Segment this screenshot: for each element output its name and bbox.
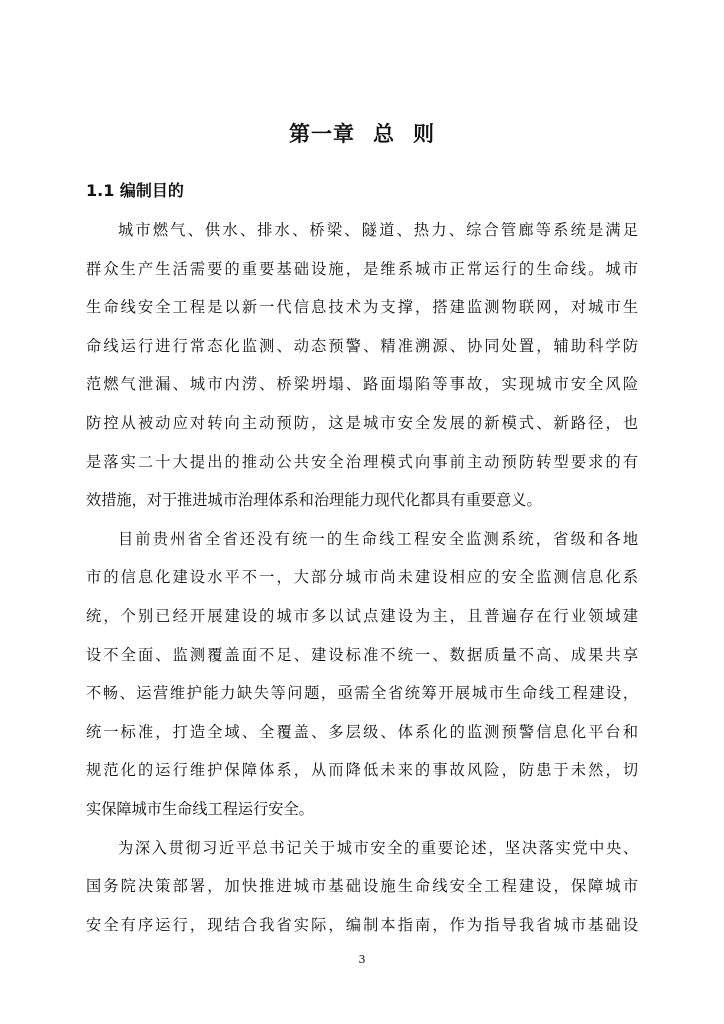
- paragraph-3-line: 安全有序运行，现结合我省实际，编制本指南，作为指导我省城市基础设: [86, 915, 638, 934]
- paragraph-1-line: 效措施，对于推进城市治理体系和治理能力现代化都具有重要意义。: [86, 491, 542, 510]
- paragraph-3-line: 为深入贯彻习近平总书记关于城市安全的重要论述，坚决落实党中央、: [118, 838, 638, 857]
- paragraph-2-line: 目前贵州省全省还没有统一的生命线工程安全监测系统，省级和各地: [118, 529, 638, 548]
- paragraph-1-line: 是落实二十大提出的推动公共安全治理模式向事前主动预防转型要求的有: [86, 452, 638, 471]
- paragraph-2-line: 实保障城市生命线工程运行安全。: [86, 799, 314, 818]
- paragraph-2-line: 设不全面、监测覆盖面不足、建设标准不统一、数据质量不高、成果共享: [86, 645, 638, 664]
- paragraph-1-line: 范燃气泄漏、城市内涝、桥梁坍塌、路面塌陷等事故，实现城市安全风险: [86, 375, 638, 394]
- chapter-title-number: 第一章: [289, 122, 355, 146]
- page-number: 3: [358, 953, 366, 966]
- paragraph-1-line: 群众生产生活需要的重要基础设施，是维系城市正常运行的生命线。城市: [86, 259, 638, 278]
- body-text: [86, 216, 638, 949]
- chapter-title-word-1: 总: [373, 122, 395, 146]
- section-heading: 1.1 编制目的: [86, 181, 184, 200]
- paragraph-3-line: 国务院决策部署，加快推进城市基础设施生命线安全工程建设，保障城市: [86, 877, 638, 896]
- paragraph-2-line: 市的信息化建设水平不一，大部分城市尚未建设相应的安全监测信息化系: [86, 568, 638, 587]
- paragraph-1-line: 生命线安全工程是以新一代信息技术为支撑，搭建监测物联网，对城市生: [86, 298, 638, 317]
- paragraph-2-line: 统一标准，打造全域、全覆盖、多层级、体系化的监测预警信息化平台和: [86, 722, 638, 741]
- paragraph-1-line: 防控从被动应对转向主动预防，这是城市安全发展的新模式、新路径，也: [86, 413, 638, 432]
- paragraph-2-line: 统，个别已经开展建设的城市多以试点建设为主，且普遍存在行业领域建: [86, 606, 638, 625]
- paragraph-2-line: 规范化的运行维护保障体系，从而降低未来的事故风险，防患于未然，切: [86, 761, 638, 780]
- paragraph-2-line: 不畅、运营维护能力缺失等问题，亟需全省统筹开展城市生命线工程建设，: [86, 684, 638, 703]
- chapter-title-word-2: 则: [413, 122, 435, 146]
- paragraph-1-line: 命线运行进行常态化监测、动态预警、精准溯源、协同处置，辅助科学防: [86, 336, 638, 355]
- chapter-title: [0, 118, 724, 148]
- paragraph-1-line: 城市燃气、供水、排水、桥梁、隧道、热力、综合管廊等系统是满足: [118, 221, 638, 239]
